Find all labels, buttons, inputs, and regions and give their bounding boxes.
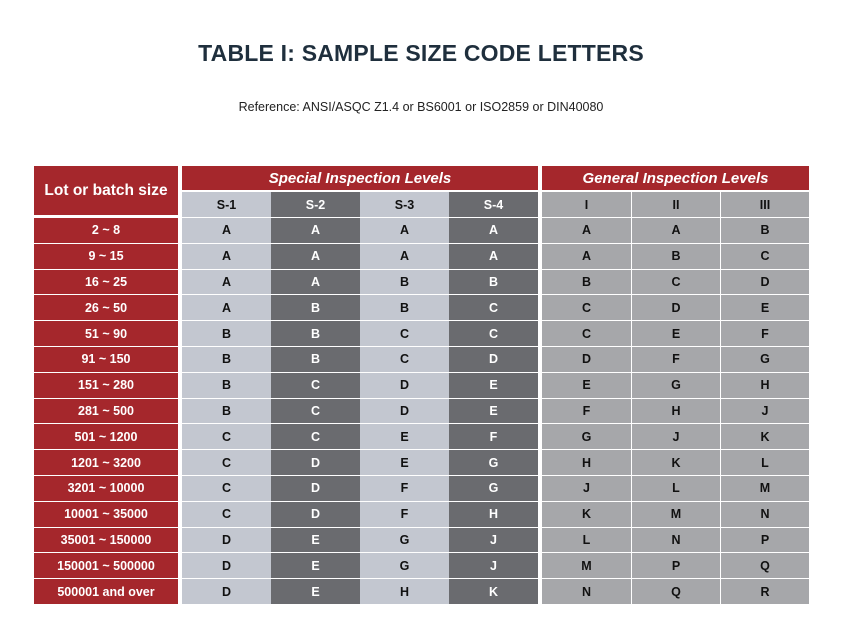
general-level-ii-cell: F	[631, 346, 720, 372]
lot-size-cell: 35001 ~ 150000	[34, 527, 182, 553]
general-level-ii-cell: P	[631, 552, 720, 578]
general-level-iii-cell: E	[720, 294, 809, 320]
lot-size-cell: 1201 ~ 3200	[34, 449, 182, 475]
general-level-iii-cell: L	[720, 449, 809, 475]
general-level-ii-cell: M	[631, 501, 720, 527]
special-level-s3-cell: F	[360, 501, 449, 527]
general-level-i-cell: A	[542, 217, 631, 243]
special-level-s1-cell: D	[182, 552, 271, 578]
general-level-ii-cell: H	[631, 398, 720, 424]
level-header-i: I	[542, 192, 631, 217]
general-level-i-cell: N	[542, 578, 631, 604]
general-level-ii-cell: L	[631, 475, 720, 501]
special-level-s1-cell: A	[182, 269, 271, 295]
lot-size-cell: 2 ~ 8	[34, 217, 182, 243]
general-level-iii-cell: H	[720, 372, 809, 398]
special-level-s1-cell: D	[182, 527, 271, 553]
lot-size-cell: 91 ~ 150	[34, 346, 182, 372]
special-level-s3-cell: C	[360, 346, 449, 372]
special-level-s4-cell: G	[449, 475, 538, 501]
special-level-s2-cell: B	[271, 294, 360, 320]
general-level-i-cell: F	[542, 398, 631, 424]
special-level-s3-cell: E	[360, 449, 449, 475]
lot-size-cell: 10001 ~ 35000	[34, 501, 182, 527]
special-level-s1-cell: A	[182, 243, 271, 269]
level-header-ii: II	[631, 192, 720, 217]
sample-size-table-container	[34, 166, 809, 604]
special-level-s3-cell: E	[360, 423, 449, 449]
lot-size-cell: 500001 and over	[34, 578, 182, 604]
general-level-i-cell: D	[542, 346, 631, 372]
level-header-iii: III	[720, 192, 809, 217]
special-level-s1-cell: D	[182, 578, 271, 604]
level-header-s3: S-3	[360, 192, 449, 217]
lot-size-cell: 501 ~ 1200	[34, 423, 182, 449]
header-group-row	[34, 166, 809, 192]
special-level-s2-cell: B	[271, 320, 360, 346]
special-level-s1-cell: A	[182, 294, 271, 320]
general-level-iii-cell: G	[720, 346, 809, 372]
special-level-s3-cell: G	[360, 552, 449, 578]
general-level-iii-cell: C	[720, 243, 809, 269]
special-level-s2-cell: E	[271, 552, 360, 578]
table-row	[34, 269, 809, 295]
special-level-s2-cell: D	[271, 475, 360, 501]
special-level-s3-cell: D	[360, 372, 449, 398]
special-level-s1-cell: B	[182, 372, 271, 398]
table-row	[34, 423, 809, 449]
special-level-s1-cell: B	[182, 398, 271, 424]
general-level-ii-cell: D	[631, 294, 720, 320]
table-row	[34, 243, 809, 269]
table-row	[34, 217, 809, 243]
special-level-s2-cell: C	[271, 398, 360, 424]
special-level-s2-cell: D	[271, 501, 360, 527]
general-level-ii-cell: E	[631, 320, 720, 346]
special-level-s3-cell: D	[360, 398, 449, 424]
special-level-s2-cell: E	[271, 527, 360, 553]
special-level-s1-cell: B	[182, 320, 271, 346]
special-level-s4-cell: C	[449, 294, 538, 320]
special-level-s4-cell: K	[449, 578, 538, 604]
general-level-i-cell: B	[542, 269, 631, 295]
special-level-s4-cell: F	[449, 423, 538, 449]
special-level-s2-cell: A	[271, 243, 360, 269]
table-row	[34, 501, 809, 527]
special-level-s1-cell: C	[182, 501, 271, 527]
table-body	[34, 217, 809, 604]
special-level-s2-cell: D	[271, 449, 360, 475]
general-level-iii-cell: N	[720, 501, 809, 527]
lot-size-cell: 281 ~ 500	[34, 398, 182, 424]
page-title: TABLE I: SAMPLE SIZE CODE LETTERS	[198, 40, 644, 66]
special-level-s4-cell: A	[449, 217, 538, 243]
general-level-iii-cell: K	[720, 423, 809, 449]
special-level-s2-cell: C	[271, 372, 360, 398]
special-level-s1-cell: A	[182, 217, 271, 243]
general-level-ii-cell: G	[631, 372, 720, 398]
general-level-ii-cell: K	[631, 449, 720, 475]
general-level-i-cell: A	[542, 243, 631, 269]
special-level-s1-cell: C	[182, 475, 271, 501]
special-level-s4-cell: G	[449, 449, 538, 475]
special-level-s4-cell: B	[449, 269, 538, 295]
special-level-s4-cell: D	[449, 346, 538, 372]
level-header-s2: S-2	[271, 192, 360, 217]
general-level-iii-cell: J	[720, 398, 809, 424]
general-level-iii-cell: D	[720, 269, 809, 295]
level-header-s1: S-1	[182, 192, 271, 217]
special-level-s3-cell: A	[360, 217, 449, 243]
general-level-iii-cell: P	[720, 527, 809, 553]
special-level-s2-cell: E	[271, 578, 360, 604]
special-levels-header: Special Inspection Levels	[182, 166, 538, 192]
general-level-i-cell: J	[542, 475, 631, 501]
general-level-i-cell: M	[542, 552, 631, 578]
special-level-s4-cell: J	[449, 552, 538, 578]
general-level-i-cell: G	[542, 423, 631, 449]
table-row	[34, 578, 809, 604]
special-level-s3-cell: B	[360, 294, 449, 320]
general-level-iii-cell: B	[720, 217, 809, 243]
general-level-ii-cell: N	[631, 527, 720, 553]
table-row	[34, 527, 809, 553]
general-level-i-cell: C	[542, 294, 631, 320]
general-level-iii-cell: F	[720, 320, 809, 346]
special-level-s3-cell: F	[360, 475, 449, 501]
general-level-iii-cell: M	[720, 475, 809, 501]
special-level-s2-cell: A	[271, 217, 360, 243]
table-row	[34, 320, 809, 346]
table-row	[34, 552, 809, 578]
lot-size-cell: 16 ~ 25	[34, 269, 182, 295]
general-level-ii-cell: B	[631, 243, 720, 269]
special-level-s1-cell: C	[182, 423, 271, 449]
general-level-i-cell: C	[542, 320, 631, 346]
special-level-s1-cell: B	[182, 346, 271, 372]
lot-size-cell: 151 ~ 280	[34, 372, 182, 398]
lot-size-header: Lot or batch size	[34, 166, 182, 217]
general-levels-header: General Inspection Levels	[542, 166, 809, 192]
special-level-s3-cell: A	[360, 243, 449, 269]
table-row	[34, 398, 809, 424]
table-row	[34, 372, 809, 398]
special-level-s3-cell: C	[360, 320, 449, 346]
general-level-i-cell: K	[542, 501, 631, 527]
table-row	[34, 475, 809, 501]
general-level-iii-cell: Q	[720, 552, 809, 578]
table-row	[34, 346, 809, 372]
general-level-ii-cell: A	[631, 217, 720, 243]
special-level-s3-cell: B	[360, 269, 449, 295]
special-level-s3-cell: H	[360, 578, 449, 604]
general-level-i-cell: L	[542, 527, 631, 553]
special-level-s2-cell: B	[271, 346, 360, 372]
general-level-ii-cell: C	[631, 269, 720, 295]
general-level-iii-cell: R	[720, 578, 809, 604]
general-level-ii-cell: Q	[631, 578, 720, 604]
special-level-s4-cell: E	[449, 398, 538, 424]
lot-size-cell: 9 ~ 15	[34, 243, 182, 269]
level-header-s4: S-4	[449, 192, 538, 217]
lot-size-cell: 150001 ~ 500000	[34, 552, 182, 578]
special-level-s4-cell: H	[449, 501, 538, 527]
lot-size-cell: 3201 ~ 10000	[34, 475, 182, 501]
special-level-s2-cell: A	[271, 269, 360, 295]
general-level-ii-cell: J	[631, 423, 720, 449]
lot-size-cell: 51 ~ 90	[34, 320, 182, 346]
table-row	[34, 449, 809, 475]
general-level-i-cell: H	[542, 449, 631, 475]
special-level-s3-cell: G	[360, 527, 449, 553]
reference-note: Reference: ANSI/ASQC Z1.4 or BS6001 or ISO2859 or DIN40080	[238, 100, 604, 114]
special-level-s2-cell: C	[271, 423, 360, 449]
special-level-s1-cell: C	[182, 449, 271, 475]
sample-size-table	[34, 166, 809, 604]
special-level-s4-cell: J	[449, 527, 538, 553]
special-level-s4-cell: A	[449, 243, 538, 269]
table-row	[34, 294, 809, 320]
special-level-s4-cell: E	[449, 372, 538, 398]
special-level-s4-cell: C	[449, 320, 538, 346]
lot-size-cell: 26 ~ 50	[34, 294, 182, 320]
general-level-i-cell: E	[542, 372, 631, 398]
